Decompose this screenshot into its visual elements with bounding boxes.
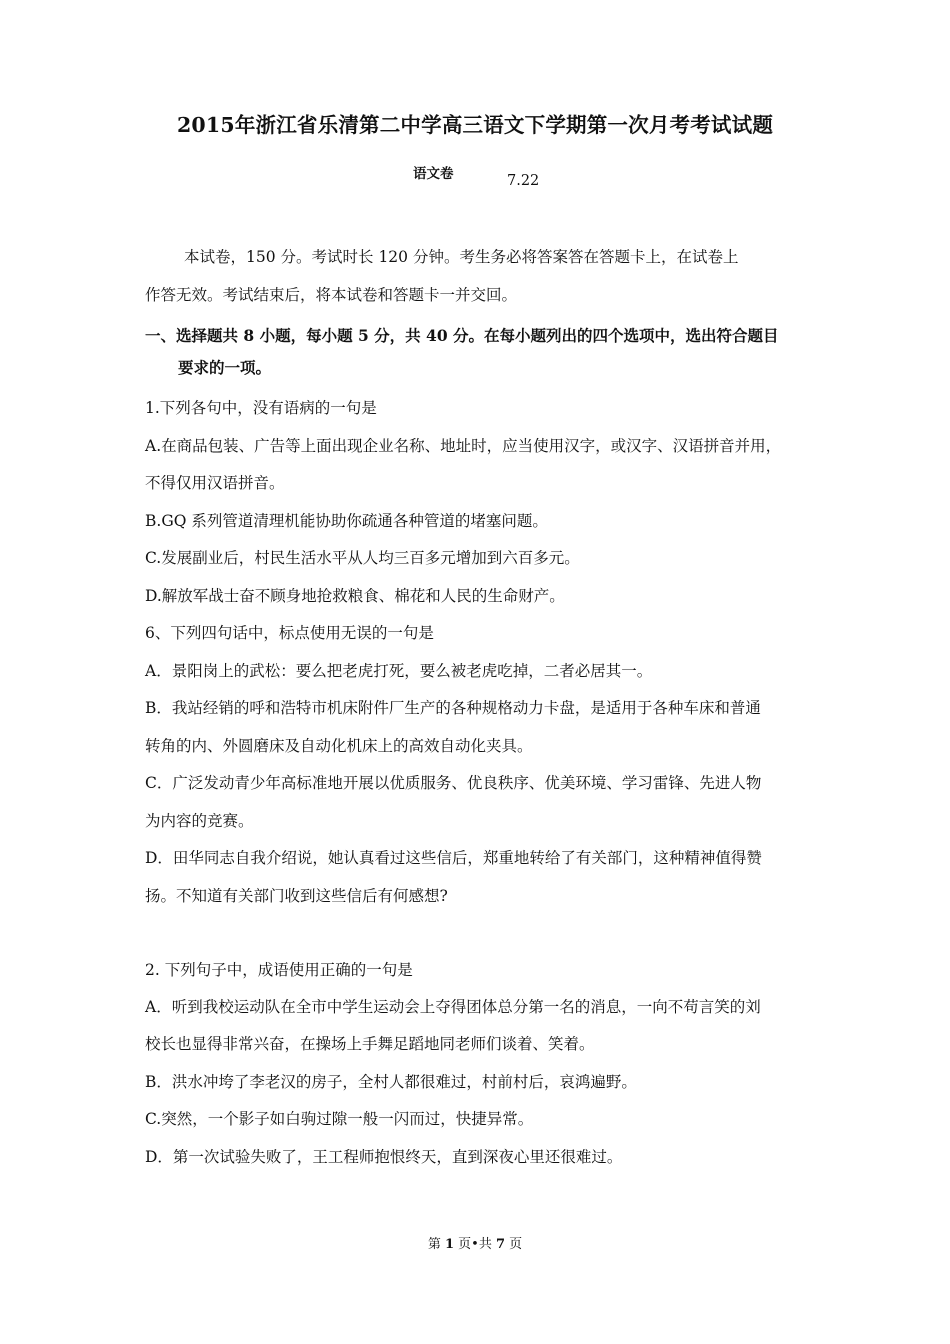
question-6-option-c-line-1: C．广泛发动青少年高标准地开展以优质服务、优良秩序、优美环境、学习雷锋、先进人物 bbox=[145, 774, 762, 792]
page-footer bbox=[0, 1233, 950, 1252]
footer-middle: 页•共 bbox=[458, 1237, 492, 1252]
footer-suffix: 页 bbox=[509, 1237, 523, 1252]
footer-prefix: 第 bbox=[427, 1237, 441, 1252]
section-heading-line-1: 一、选择题共 8 小题，每小题 5 分，共 40 分。在每小题列出的四个选项中，选出符合题目 bbox=[145, 326, 779, 345]
question-6-option-d-line-1: D．田华同志自我介绍说，她认真看过这些信后，郑重地转给了有关部门，这种精神值得赞 bbox=[145, 849, 762, 867]
question-1-option-a-line-1: A.在商品包装、广告等上面出现企业名称、地址时，应当使用汉字，或汉字、汉语拼音并用， bbox=[145, 437, 782, 455]
intro-line-2: 作答无效。考试结束后，将本试卷和答题卡一并交回。 bbox=[145, 286, 518, 304]
document-date: 7.22 bbox=[507, 173, 540, 189]
intro-line-1: 本试卷，150 分。考试时长 120 分钟。考生务必将答案答在答题卡上，在试卷上 bbox=[184, 248, 739, 266]
document-subtitle: 语文卷 bbox=[413, 166, 454, 182]
question-6-option-d-line-2: 扬。不知道有关部门收到这些信后有何感想? bbox=[145, 887, 448, 905]
question-6-option-a: A．景阳岗上的武松：要么把老虎打死，要么被老虎吃掉，二者必居其一。 bbox=[145, 662, 653, 680]
footer-total-pages: 7 bbox=[495, 1237, 506, 1252]
question-1-option-c: C.发展副业后，村民生活水平从人均三百多元增加到六百多元。 bbox=[145, 549, 580, 567]
question-2-option-a-line-2: 校长也显得非常兴奋，在操场上手舞足蹈地同老师们谈着、笑着。 bbox=[145, 1035, 595, 1053]
question-6-option-b-line-2: 转角的内、外圆磨床及自动化机床上的高效自动化夹具。 bbox=[145, 737, 533, 755]
question-1-option-a-line-2: 不得仅用汉语拼音。 bbox=[145, 474, 285, 492]
question-6-stem: 6、下列四句话中，标点使用无误的一句是 bbox=[145, 624, 434, 642]
question-1-option-d: D.解放军战士奋不顾身地抢救粮食、棉花和人民的生命财产。 bbox=[145, 587, 565, 605]
question-2-option-d: D．第一次试验失败了，王工程师抱恨终天，直到深夜心里还很难过。 bbox=[145, 1148, 623, 1166]
question-6-option-b-line-1: B．我站经销的呼和浩特市机床附件厂生产的各种规格动力卡盘，是适用于各种车床和普通 bbox=[145, 699, 761, 717]
question-1-stem: 1.下列各句中，没有语病的一句是 bbox=[145, 399, 377, 417]
section-heading-line-2: 要求的一项。 bbox=[178, 358, 272, 377]
question-2-stem: 2. 下列句子中，成语使用正确的一句是 bbox=[145, 961, 413, 979]
question-1-option-b: B.GQ 系列管道清理机能协助你疏通各种管道的堵塞问题。 bbox=[145, 512, 548, 530]
question-2-option-c: C.突然，一个影子如白驹过隙一般一闪而过，快捷异常。 bbox=[145, 1110, 534, 1128]
question-6-option-c-line-2: 为内容的竞赛。 bbox=[145, 812, 254, 830]
document-title: 2015年浙江省乐清第二中学高三语文下学期第一次月考考试试题 bbox=[176, 113, 774, 137]
question-2-option-a-line-1: A．听到我校运动队在全市中学生运动会上夺得团体总分第一名的消息，一向不苟言笑的刘 bbox=[145, 998, 761, 1016]
footer-page-number: 1 bbox=[444, 1237, 455, 1252]
question-2-option-b: B．洪水冲垮了李老汉的房子，全村人都很难过，村前村后，哀鸿遍野。 bbox=[145, 1073, 637, 1091]
